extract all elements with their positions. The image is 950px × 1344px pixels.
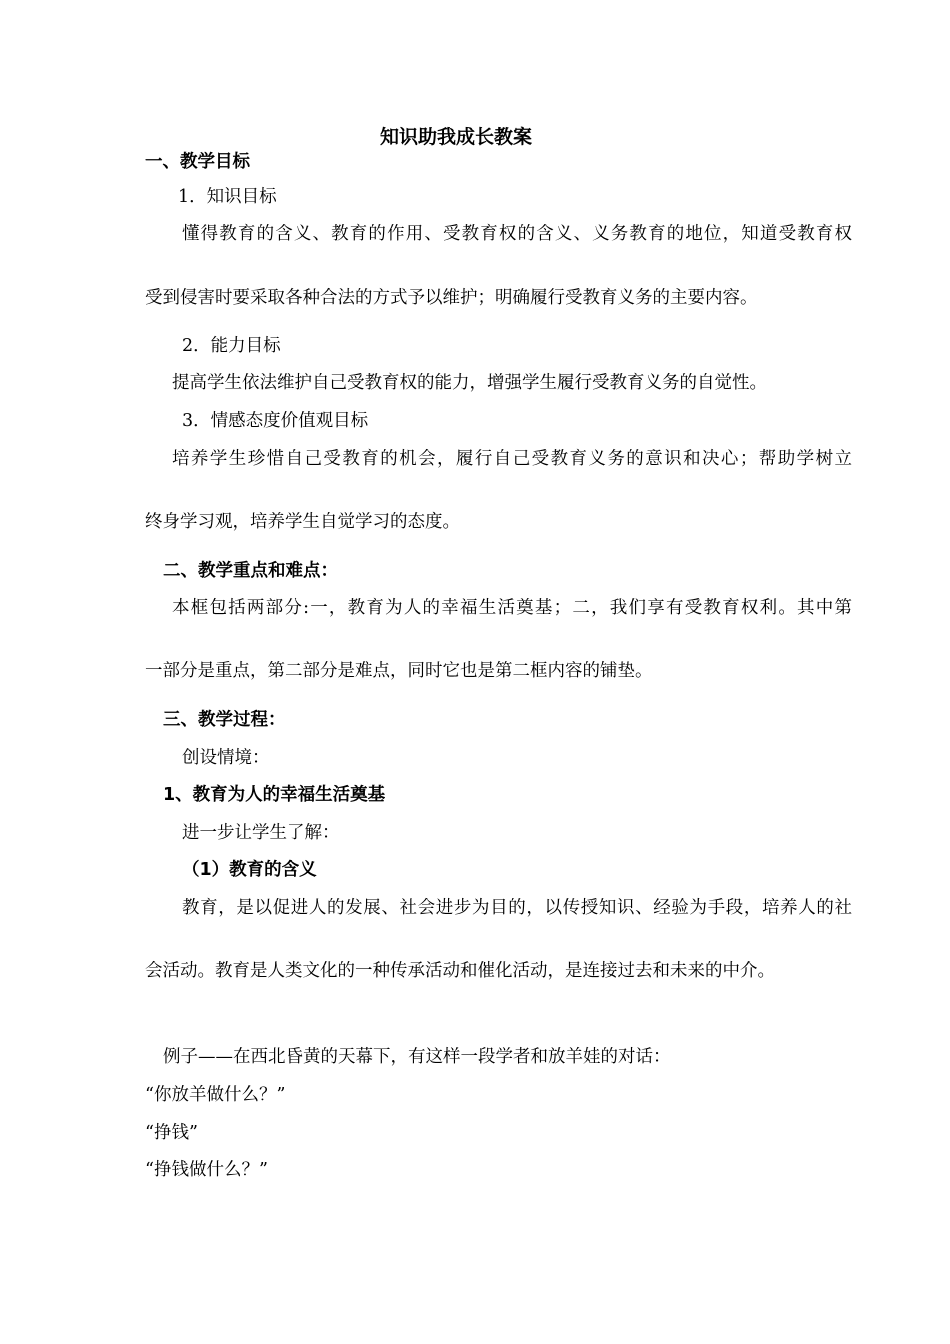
dialogue-line-3: “挣钱做什么？” <box>145 1160 268 1180</box>
subsection-heading-1-1: （1）教育的含义 <box>182 860 317 880</box>
ability-goal-text: 提高学生依法维护自己受教育权的能力，增强学生履行受教育义务的自觉性。 <box>172 373 767 393</box>
emotion-goal-text-line2: 终身学习观，培养学生自觉学习的态度。 <box>145 512 460 532</box>
ability-goal-title: 2．能力目标 <box>182 336 281 356</box>
example-intro: 例子——在西北昏黄的天幕下，有这样一段学者和放羊娃的对话： <box>163 1047 671 1067</box>
process-intro: 创设情境： <box>182 748 270 768</box>
key-points-text-line2: 一部分是重点，第二部分是难点，同时它也是第二框内容的铺垫。 <box>145 661 653 681</box>
emotion-goal-title: 3．情感态度价值观目标 <box>182 411 369 431</box>
knowledge-goal-text-line2: 受到侵害时要采取各种合法的方式予以维护；明确履行受教育义务的主要内容。 <box>145 288 758 308</box>
section-heading-key-points: 二、教学重点和难点： <box>163 561 338 581</box>
key-points-text-line1: 本框包括两部分:一，教育为人的幸福生活奠基；二，我们享有受教育权利。其中第 <box>172 598 852 618</box>
subsection-heading-1: 1、教育为人的幸福生活奠基 <box>163 785 386 805</box>
subsection-lead: 进一步让学生了解： <box>182 823 340 843</box>
section-heading-process: 三、教学过程： <box>163 710 286 730</box>
knowledge-goal-text-line1: 懂得教育的含义、教育的作用、受教育权的含义、义务教育的地位，知道受教育权 <box>182 224 852 244</box>
page-title: 知识助我成长教案 <box>380 126 533 148</box>
dialogue-line-1: “你放羊做什么？” <box>145 1085 286 1105</box>
knowledge-goal-title: 1．知识目标 <box>178 187 277 207</box>
section-heading-objectives: 一、教学目标 <box>145 152 250 172</box>
dialogue-line-2: “挣钱” <box>145 1123 198 1143</box>
education-definition-line2: 会活动。教育是人类文化的一种传承活动和催化活动，是连接过去和未来的中介。 <box>145 961 775 981</box>
emotion-goal-text-line1: 培养学生珍惜自己受教育的机会，履行自己受教育义务的意识和决心；帮助学树立 <box>172 449 852 469</box>
education-definition-line1: 教育，是以促进人的发展、社会进步为目的，以传授知识、经验为手段，培养人的社 <box>182 898 852 918</box>
